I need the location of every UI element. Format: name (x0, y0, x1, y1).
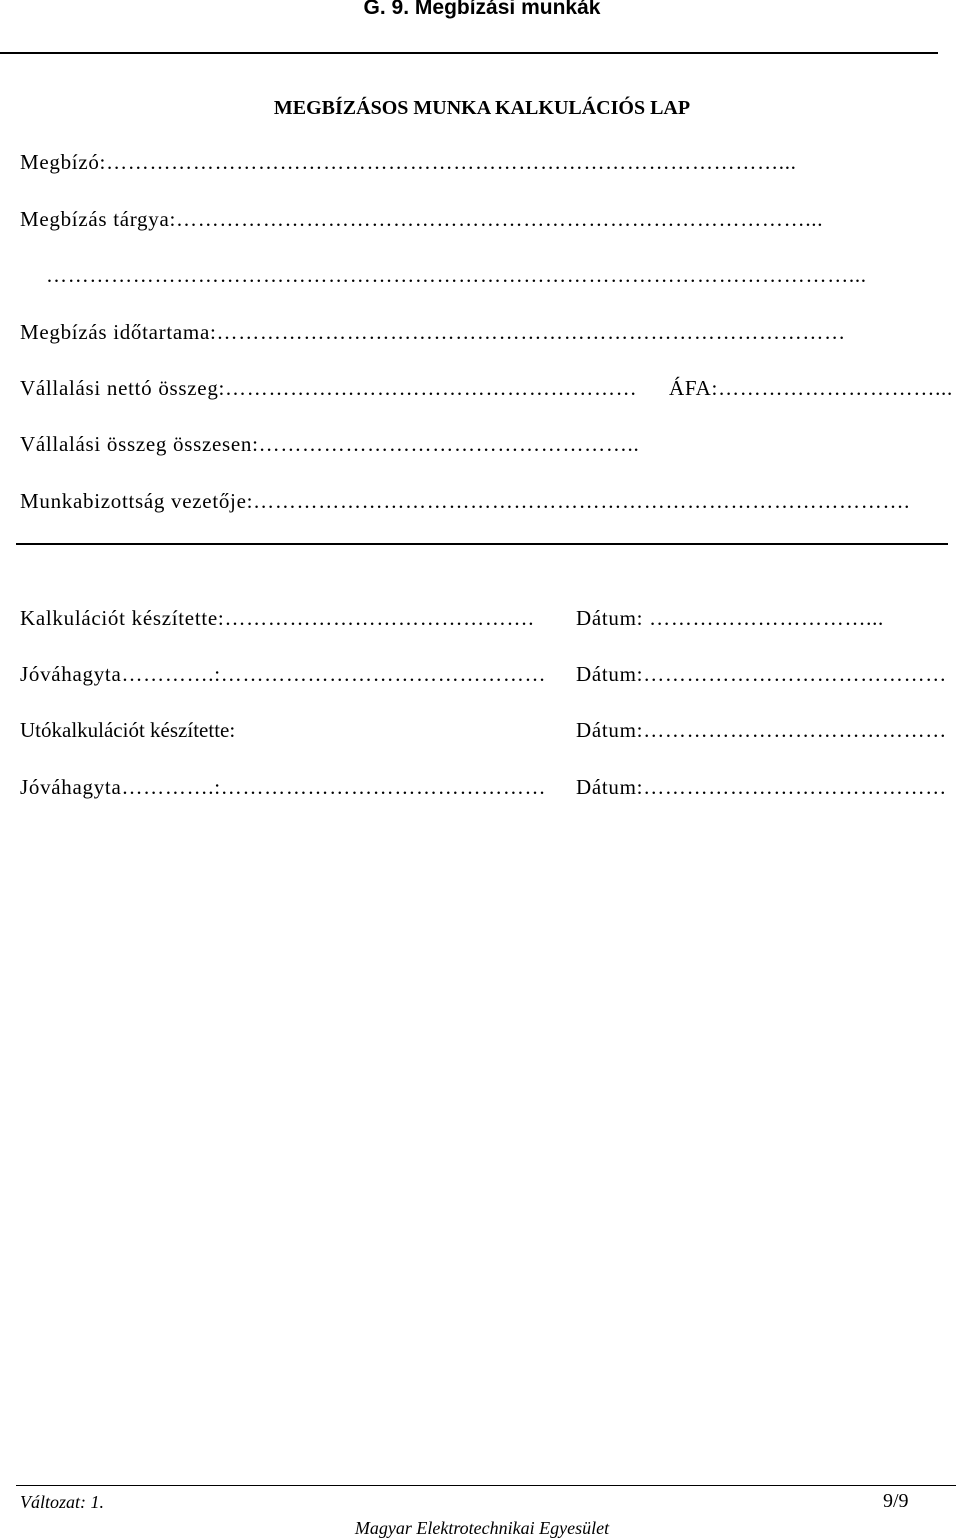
field-datum-3: Dátum:…………………………………… (576, 718, 947, 742)
section-rule (16, 543, 948, 545)
footer-rule (16, 1485, 956, 1486)
field-utokalkulaciot-keszitette: Utókalkulációt készítette: (20, 718, 236, 742)
field-megbizo: Megbízó:…………………………………………………………………………………... (20, 150, 797, 174)
field-megbizas-idotartama: Megbízás időtartama:…………………………………………………………………………… (20, 320, 846, 344)
field-munkabizottsag-vezetoje: Munkabizottság vezetője:………………………………………………………………………………. (20, 489, 911, 513)
field-megbizas-targya-continued: …………………………………………………………………………………………………... (46, 263, 867, 287)
footer-page-number: 9/9 (883, 1490, 909, 1512)
field-vallalasi-osszeg-osszesen: Vállalási összeg összesen:…………………………………………….. (20, 432, 640, 456)
field-datum-2: Dátum:…………………………………… (576, 662, 947, 686)
field-megbizas-targya: Megbízás tárgya:……………………………………………………………………………... (20, 207, 824, 231)
field-datum-4: Dátum:…………………………………… (576, 775, 947, 799)
footer-version: Változat: 1. (20, 1492, 104, 1512)
field-jovahagyta-2: Jóváhagyta………….:……………………………………… (20, 775, 547, 799)
field-jovahagyta-1: Jóváhagyta………….:……………………………………… (20, 662, 547, 686)
page-header-title: G. 9. Megbízási munkák (363, 0, 601, 19)
header-rule (0, 52, 938, 54)
field-afa: ÁFA:…………………………... (669, 376, 953, 400)
footer-organization: Magyar Elektrotechnikai Egyesület (354, 1518, 610, 1538)
field-kalkulaciot-keszitette: Kalkulációt készítette:……………………………………. (20, 606, 535, 630)
field-datum-1: Dátum: …………………………... (576, 606, 884, 630)
field-vallalasi-netto-osszeg: Vállalási nettó összeg:………………………………………………… (20, 376, 638, 400)
form-title: MEGBÍZÁSOS MUNKA KALKULÁCIÓS LAP (273, 97, 691, 119)
